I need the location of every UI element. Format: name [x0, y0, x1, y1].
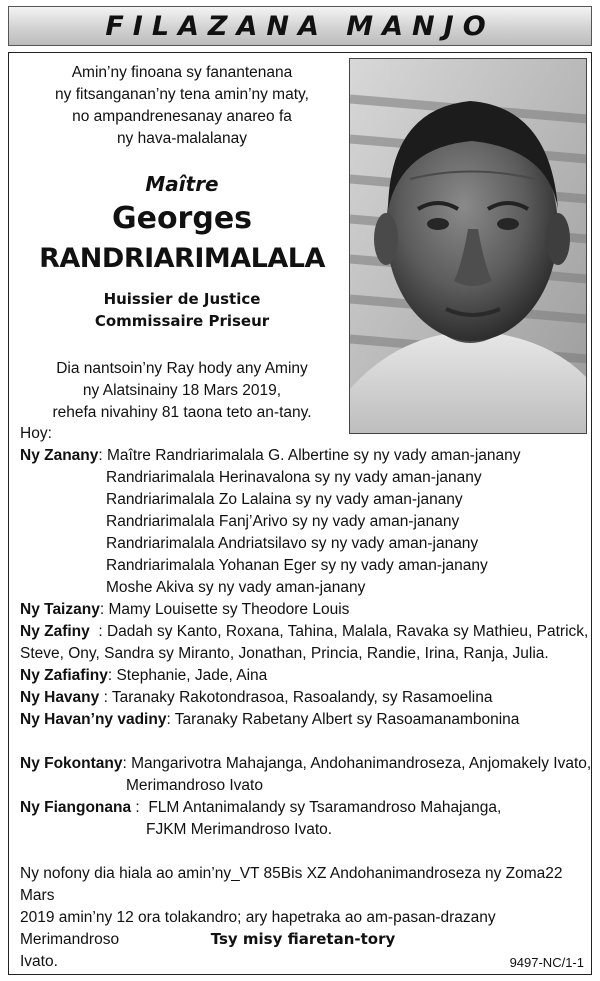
- funeral-details: [20, 863, 586, 973]
- fokontany-line: Merimandroso Ivato: [126, 777, 263, 794]
- death-announcement: [20, 358, 344, 424]
- zafiny-label: Ny Zafiny: [20, 623, 90, 640]
- hoy-label: Hoy:: [20, 425, 52, 442]
- taizany-text: : Mamy Louisette sy Theodore Louis: [99, 601, 350, 618]
- funeral-line: Ny nofony dia hiala ao amin’ny_VT 85Bis XZ Andohanimandroseza ny Zoma22 Mars: [20, 865, 563, 904]
- reference-code: 9497-NC/1-1: [509, 955, 584, 970]
- funeral-line: Ivato.: [20, 953, 58, 970]
- funeral-line: 2019 amin’ny 12 ora tolakandro; ary hapetraka ao am-pasan-drazany Merimandroso: [20, 909, 496, 948]
- havan-vadiny-label: Ny Havan’ny vadiny: [20, 711, 167, 728]
- zanany-label: Ny Zanany: [20, 447, 99, 464]
- zanany-line: Randriarimalala Zo Lalaina sy ny vady aman-janany: [106, 491, 463, 508]
- zafiny-row: [20, 621, 589, 643]
- havan-vadiny-row: [20, 709, 585, 731]
- zafiafiny-label: Ny Zafiafiny: [20, 667, 108, 684]
- deceased-role: Commissaire Priseur: [94, 312, 270, 330]
- deceased-role: Huissier de Justice: [103, 290, 261, 308]
- havany-text: : Taranaky Rakotondrasoa, Rasoalandy, sy Rasamoelina: [99, 689, 493, 706]
- fokontany-label: Ny Fokontany: [20, 755, 123, 772]
- zanany-line: Randriarimalala Yohanan Eger sy ny vady aman-janany: [106, 557, 488, 574]
- zanany-line: Moshe Akiva sy ny vady aman-janany: [106, 579, 366, 596]
- intro-line: ny hava-malalanay: [116, 130, 248, 147]
- spacer: [20, 731, 585, 753]
- notice-header-title: FILAZANA MANJO: [105, 10, 495, 42]
- zafiafiny-row: [20, 665, 585, 687]
- notice-header-banner: [8, 6, 592, 46]
- intro-line: no ampandrenesanay anareo fa: [72, 108, 292, 125]
- intro-line: ny fitsanganan’ny tena amin’ny maty,: [55, 86, 309, 103]
- intro-line: Amin’ny finoana sy fanantenana: [71, 64, 293, 81]
- zafiny-line: Steve, Ony, Sandra sy Miranto, Jonathan, Princia, Randie, Irina, Ranja, Julia.: [20, 645, 549, 662]
- zafiny-text: : Dadah sy Kanto, Roxana, Tahina, Malala, Ravaka sy Mathieu, Patrick,: [89, 623, 589, 640]
- deceased-title: Maître: [145, 172, 219, 196]
- fokontany-row: [20, 753, 592, 775]
- fiangonana-text: : FLM Antanimalandy sy Tsaramandroso Mahajanga,: [131, 799, 502, 816]
- deceased-first-name: Georges: [111, 201, 253, 236]
- intro-text: [20, 62, 344, 150]
- deceased-roles: [20, 288, 344, 332]
- death-line: rehefa nivahiny 81 taona teto an-tany.: [52, 404, 312, 421]
- portrait-photo: [349, 58, 587, 434]
- portrait-illustration: [350, 59, 587, 434]
- family-section: [20, 423, 592, 841]
- death-line: ny Alatsinainy 18 Mars 2019,: [82, 382, 282, 399]
- fokontany-text: : Mangarivotra Mahajanga, Andohanimandroseza, Anjomakely Ivato,: [122, 755, 592, 772]
- deceased-last-name: RANDRIARIMALALA: [39, 243, 325, 274]
- zanany-line: Randriarimalala Andriatsilavo sy ny vady aman-janany: [106, 535, 479, 552]
- taizany-label: Ny Taizany: [20, 601, 100, 618]
- zanany-row: [20, 445, 585, 467]
- havany-row: [20, 687, 585, 709]
- zanany-line: Randriarimalala Herinavalona sy ny vady aman-janany: [106, 469, 482, 486]
- zanany-line: Randriarimalala Fanj’Arivo sy ny vady aman-janany: [106, 513, 460, 530]
- closing-note: Tsy misy fiaretan-tory: [210, 930, 396, 948]
- havany-label: Ny Havany: [20, 689, 100, 706]
- zanany-line: : Maître Randriarimalala G. Albertine sy ny vady aman-janany: [98, 447, 521, 464]
- fiangonana-label: Ny Fiangonana: [20, 799, 132, 816]
- fiangonana-row: [20, 797, 585, 819]
- havan-vadiny-text: : Taranaky Rabetany Albert sy Rasoamanambonina: [166, 711, 520, 728]
- death-line: Dia nantsoin’ny Ray hody any Aminy: [56, 360, 308, 377]
- zafiafiny-text: : Stephanie, Jade, Aina: [107, 667, 268, 684]
- fiangonana-line: FJKM Merimandroso Ivato.: [146, 821, 333, 838]
- taizany-row: [20, 599, 585, 621]
